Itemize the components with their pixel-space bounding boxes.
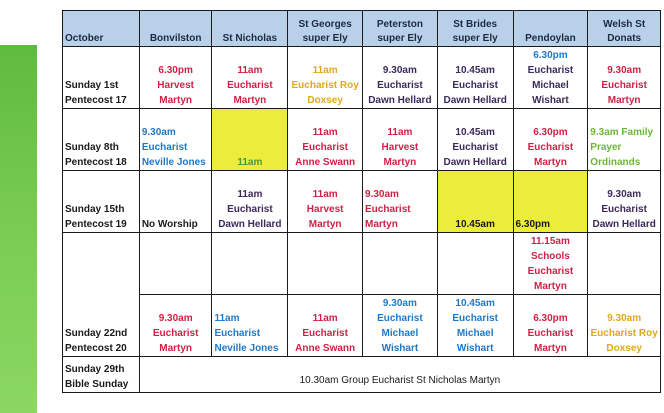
- service-cell-st-brides: [437, 295, 513, 357]
- service-type: Eucharist: [152, 328, 199, 339]
- service-time: 11am: [312, 65, 338, 76]
- service-leader: Martyn: [534, 281, 567, 292]
- service-type: Eucharist: [527, 65, 574, 76]
- service-cell-st-nicholas: [212, 47, 288, 109]
- day-label: Sunday 15th: [65, 204, 125, 215]
- service-time: 11.15am: [530, 236, 570, 247]
- service-time: 9.30am: [382, 298, 417, 309]
- service-cell-pendoylan: [513, 47, 588, 109]
- service-cell-pendoylan: [513, 295, 588, 357]
- service-time: 9.3am Family: [590, 127, 654, 138]
- service-type: Eucharist: [302, 142, 348, 153]
- header-pendoylan: Pendoylan: [513, 11, 588, 47]
- service-cell-pendoylan-schools: [513, 233, 588, 295]
- service-time: 6.30pm: [533, 127, 568, 138]
- service-type: Eucharist: [601, 204, 647, 215]
- table-row: [63, 47, 661, 109]
- day-label: Sunday 29th: [65, 364, 125, 375]
- service-time: 10.45am: [455, 219, 495, 230]
- service-cell-st-nicholas: [212, 171, 288, 233]
- service-cell-bonvilston: [139, 295, 212, 357]
- service-time: 9.30am: [607, 65, 642, 76]
- service-note: No Worship: [141, 219, 198, 230]
- service-time: 6.30pm: [158, 65, 193, 76]
- service-leader: Neville Jones: [214, 343, 279, 354]
- service-time: 11am: [237, 157, 263, 168]
- service-leader: Anne Swann: [295, 157, 356, 168]
- service-time: 6.30pm: [533, 50, 568, 61]
- table-row: [63, 295, 661, 357]
- service-type: Eucharist: [527, 142, 574, 153]
- service-leader: Dawn Hellard: [218, 219, 282, 230]
- service-cell-st-georges: [288, 47, 363, 109]
- pentecost-label: Pentecost 18: [65, 157, 127, 168]
- header-st-georges: St Georges super Ely: [288, 11, 363, 47]
- service-cell-bonvilston: [139, 47, 212, 109]
- service-time: 10.45am: [455, 298, 495, 309]
- service-leader: Martyn: [159, 343, 193, 354]
- service-leader: Doxsey: [606, 343, 642, 354]
- empty-cell: [588, 233, 661, 295]
- service-type: Eucharist Roy: [590, 328, 658, 339]
- service-type: Eucharist: [214, 328, 261, 339]
- service-time: 11am: [237, 189, 263, 200]
- service-leader: Martyn: [365, 219, 398, 230]
- pentecost-label: Bible Sunday: [65, 379, 129, 390]
- group-service-cell: [139, 357, 660, 393]
- service-leader: Martyn: [159, 95, 193, 106]
- service-cell-st-georges: [288, 295, 363, 357]
- day-label: Sunday 1st: [65, 80, 119, 91]
- service-type: Eucharist: [452, 313, 498, 324]
- service-leader: Neville Jones: [141, 157, 206, 168]
- service-cell-st-nicholas: [212, 109, 288, 171]
- service-time: 11am: [237, 65, 263, 76]
- service-cell-pendoylan: [513, 171, 588, 233]
- service-leader: Martyn: [383, 157, 417, 168]
- service-time: 10.45am: [455, 127, 495, 138]
- day-cell: [63, 47, 140, 109]
- day-cell: [63, 109, 140, 171]
- service-cell-st-georges: [288, 171, 363, 233]
- service-cell-bonvilston: [139, 171, 212, 233]
- table-row: [63, 109, 661, 171]
- day-cell: [63, 357, 140, 393]
- service-type: Eucharist: [377, 313, 423, 324]
- service-time: 11am: [387, 127, 413, 138]
- service-cell-welsh-st-donats: [588, 109, 661, 171]
- empty-cell: [363, 233, 438, 295]
- day-label: Sunday 22nd: [65, 328, 128, 339]
- service-time: 11am: [312, 313, 338, 324]
- service-type: Eucharist: [365, 204, 411, 215]
- decorative-green-bar: [0, 45, 37, 413]
- header-month: October: [63, 11, 140, 47]
- service-leader: Martyn: [534, 343, 567, 354]
- service-time: 9.30am: [365, 189, 399, 200]
- service-cell-st-brides: [437, 109, 513, 171]
- service-time: 9.30am: [141, 127, 176, 138]
- service-leader-surname: Wishart: [381, 343, 419, 354]
- service-type: Eucharist: [527, 328, 574, 339]
- service-leader: Michael: [456, 328, 494, 339]
- empty-cell: [437, 233, 513, 295]
- service-cell-bonvilston: [139, 109, 212, 171]
- header-bonvilston: Bonvilston: [139, 11, 212, 47]
- service-leader: Doxsey: [307, 95, 343, 106]
- service-type: Schools: [530, 251, 570, 262]
- service-leader: Dawn Hellard: [592, 219, 656, 230]
- service-leader: Martyn: [607, 95, 641, 106]
- service-cell-welsh-st-donats: [588, 295, 661, 357]
- service-type: Prayer: [590, 142, 622, 153]
- service-leader: Michael: [532, 80, 569, 91]
- header-st-brides: St Brides super Ely: [437, 11, 513, 47]
- service-type-detail: Eucharist: [527, 266, 574, 277]
- service-type: Eucharist: [227, 80, 273, 91]
- service-leader: Michael: [381, 328, 419, 339]
- table-row: [63, 233, 661, 295]
- day-label: Sunday 8th: [65, 142, 119, 153]
- service-time: 6.30pm: [533, 313, 568, 324]
- pentecost-label: Pentecost 20: [65, 343, 127, 354]
- service-type: Eucharist: [227, 204, 273, 215]
- service-leader: Ordinands: [590, 157, 641, 168]
- service-type: Eucharist: [302, 328, 348, 339]
- service-type: Eucharist: [601, 80, 647, 91]
- table-row: [63, 357, 661, 393]
- header-row: [63, 11, 661, 47]
- service-cell-welsh-st-donats: [588, 171, 661, 233]
- service-cell-st-brides: [437, 47, 513, 109]
- header-welsh-st-donats: Welsh St Donats: [588, 11, 661, 47]
- service-type: Eucharist: [452, 142, 498, 153]
- service-time: 9.30am: [607, 313, 642, 324]
- service-cell-peterston: [363, 171, 438, 233]
- table-row: [63, 171, 661, 233]
- service-time: 9.30am: [158, 313, 193, 324]
- empty-cell: [288, 233, 363, 295]
- service-leader: Dawn Hellard: [443, 157, 507, 168]
- service-leader: Anne Swann: [295, 343, 356, 354]
- header-peterston: Peterston super Ely: [363, 11, 438, 47]
- service-time: 9.30am: [382, 65, 417, 76]
- service-type: Eucharist: [141, 142, 188, 153]
- service-time: 11am: [214, 313, 240, 324]
- service-cell-welsh-st-donats: [588, 47, 661, 109]
- service-leader: Martyn: [534, 157, 567, 168]
- service-type: Eucharist: [452, 80, 498, 91]
- service-type: Harvest: [381, 142, 419, 153]
- service-cell-peterston: [363, 47, 438, 109]
- day-cell: [63, 233, 140, 357]
- service-type: Eucharist Roy: [291, 80, 359, 91]
- service-cell-peterston: [363, 109, 438, 171]
- service-time: 10.45am: [455, 65, 495, 76]
- service-type: Harvest: [157, 80, 194, 91]
- service-cell-peterston: [363, 295, 438, 357]
- pentecost-label: Pentecost 19: [65, 219, 127, 230]
- service-type: Eucharist: [377, 80, 423, 91]
- header-st-nicholas: St Nicholas: [212, 11, 288, 47]
- empty-cell: [212, 233, 288, 295]
- service-cell-st-nicholas: [212, 295, 288, 357]
- empty-cell: [139, 233, 212, 295]
- service-time: 9.30am: [607, 189, 642, 200]
- service-cell-pendoylan: [513, 109, 588, 171]
- service-leader-surname: Wishart: [532, 95, 569, 106]
- service-leader: Martyn: [233, 95, 267, 106]
- service-leader-surname: Wishart: [456, 343, 494, 354]
- day-cell: [63, 171, 140, 233]
- service-leader: Martyn: [308, 219, 342, 230]
- service-time: 11am: [312, 189, 338, 200]
- service-type: Harvest: [306, 204, 344, 215]
- service-cell-st-brides: [437, 171, 513, 233]
- service-leader: Dawn Hellard: [368, 95, 432, 106]
- service-leader: Dawn Hellard: [443, 95, 507, 106]
- rota-table: [62, 10, 661, 393]
- group-service-text: 10.30am Group Eucharist St Nicholas Martyn: [299, 375, 501, 386]
- service-time: 11am: [312, 127, 338, 138]
- pentecost-label: Pentecost 17: [65, 95, 127, 106]
- service-time: 6.30pm: [515, 219, 551, 230]
- service-cell-st-georges: [288, 109, 363, 171]
